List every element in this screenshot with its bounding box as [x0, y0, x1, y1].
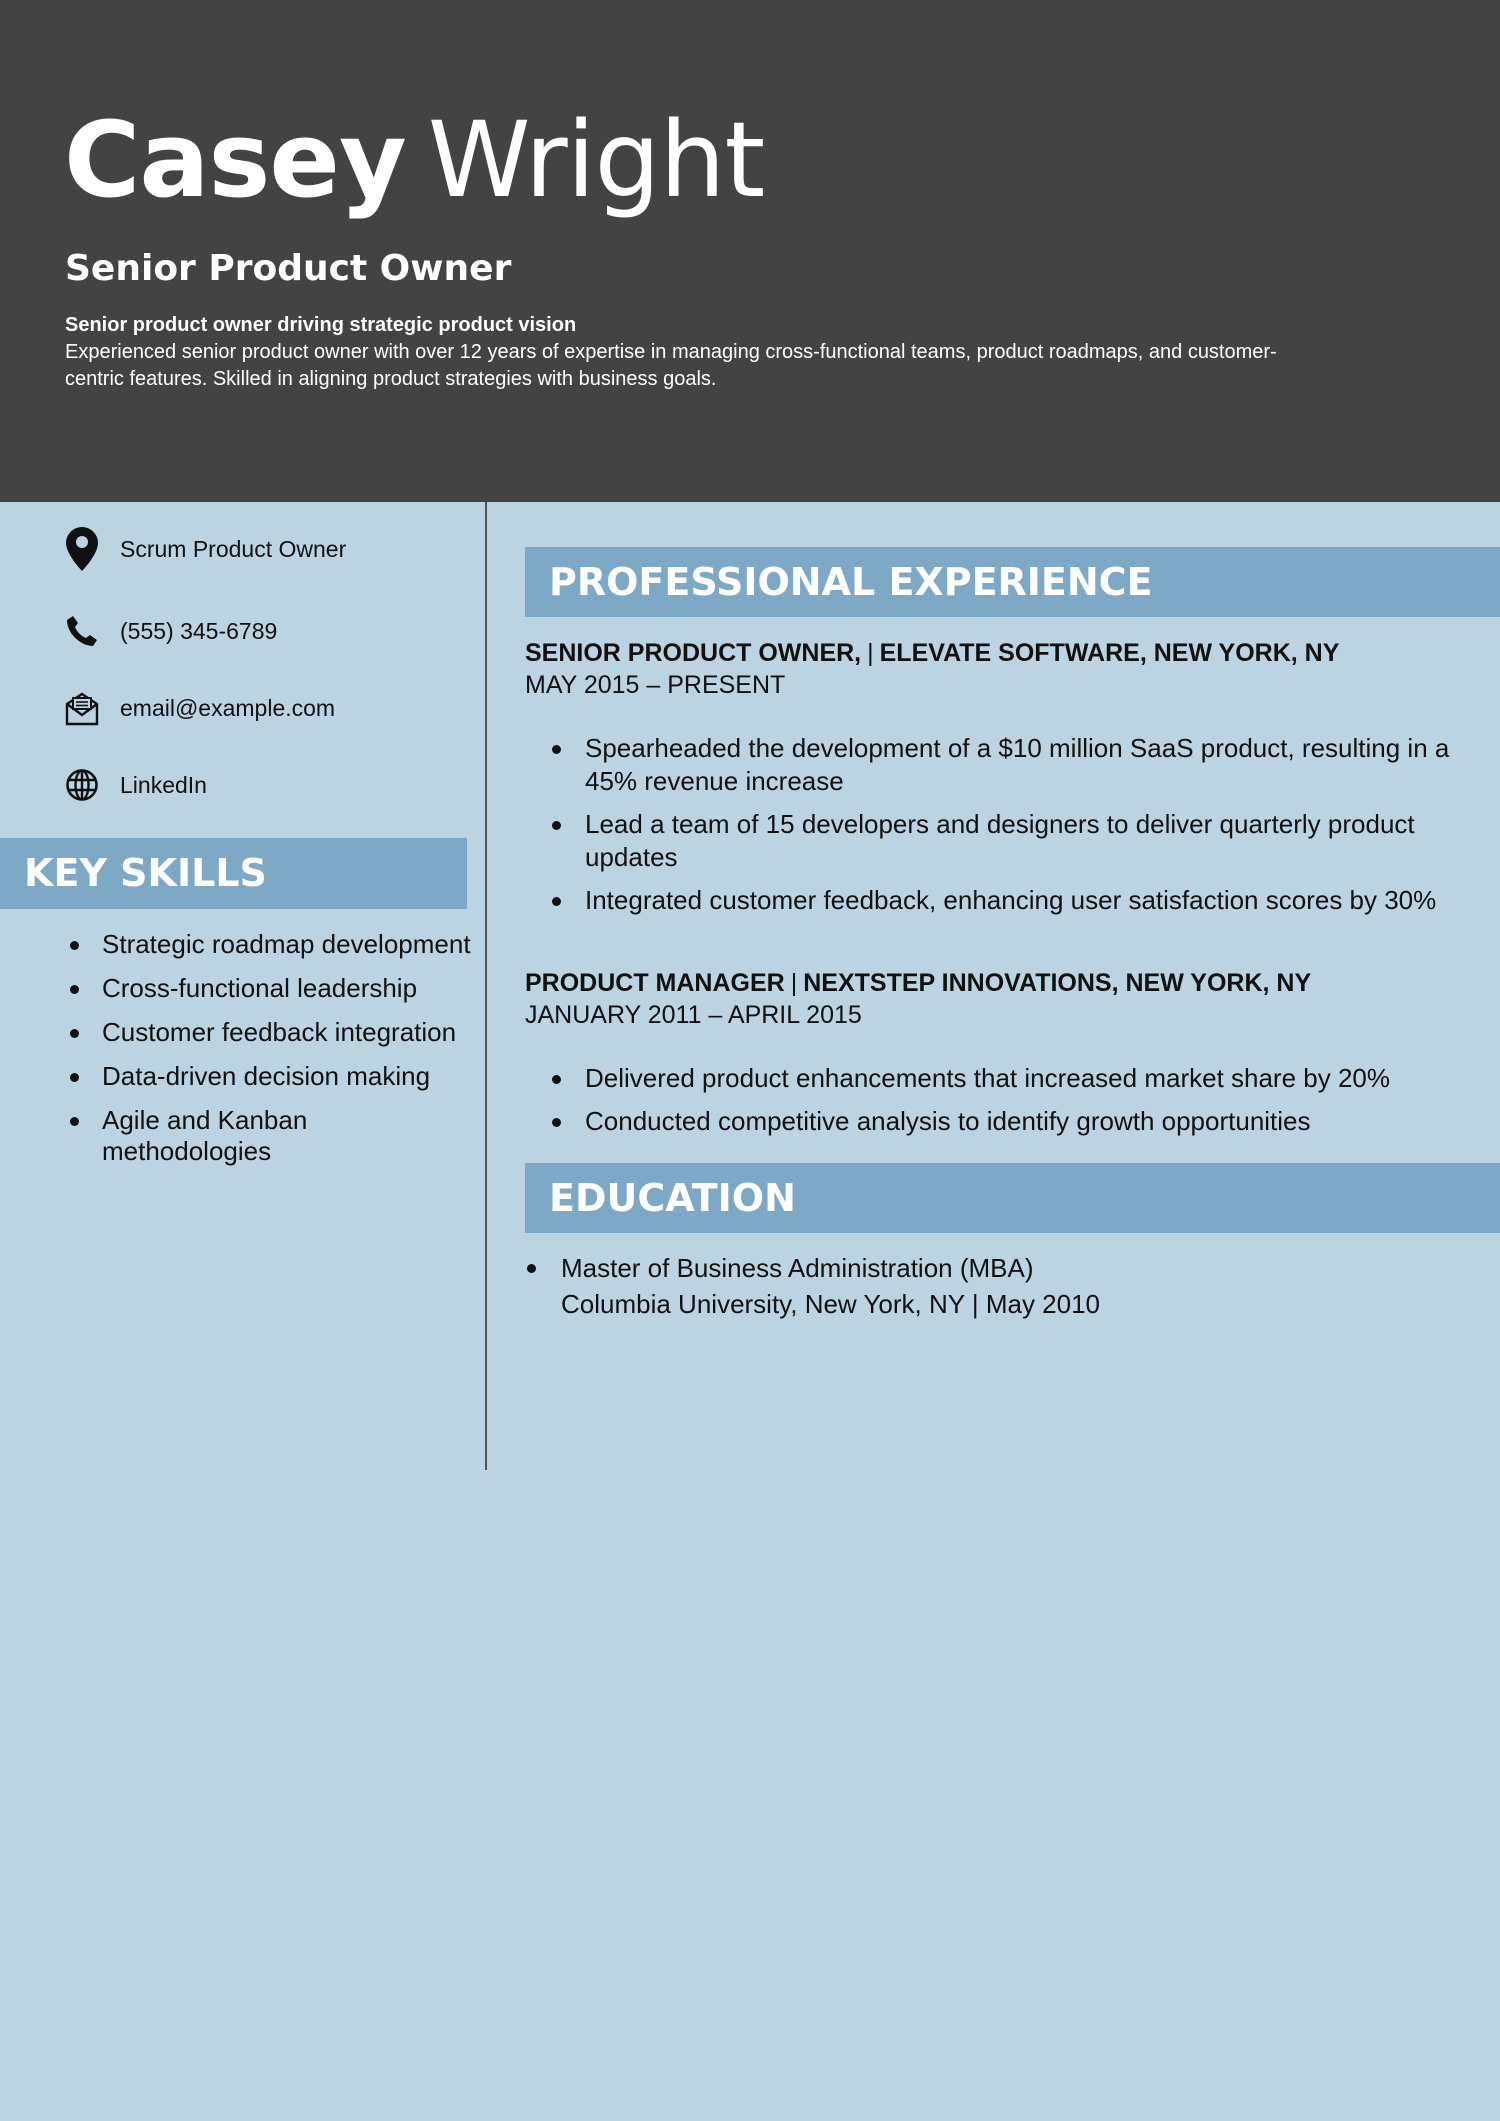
separator: |: [867, 639, 874, 667]
linkedin-link[interactable]: LinkedIn: [120, 772, 207, 798]
degree: Master of Business Administration (MBA): [561, 1253, 1034, 1283]
email-text[interactable]: email@example.com: [120, 695, 336, 721]
job-company: ELEVATE SOFTWARE, NEW YORK, NY: [879, 639, 1340, 667]
education-heading: EDUCATION: [525, 1163, 1500, 1233]
summary-line: Experienced senior product owner with over 12 years of expertise in managing cross-functional teams, product roadmaps, and customer-: [65, 341, 1277, 363]
job-bullets: [585, 1062, 1475, 1138]
job-title: Senior Product Owner: [65, 248, 512, 289]
summary: [65, 339, 1465, 393]
contact-email: [64, 686, 335, 730]
phone-icon: [64, 609, 100, 653]
skills-list: [102, 929, 482, 1180]
job-bullet: Integrated customer feedback, enhancing user satisfaction scores by 30%: [585, 884, 1475, 917]
education-list: [561, 1250, 1100, 1322]
tagline: Senior product owner driving strategic product vision: [65, 314, 577, 336]
globe-icon: [64, 763, 100, 807]
job-dates: MAY 2015 – PRESENT: [525, 671, 786, 699]
column-divider: [485, 502, 487, 1470]
job-heading: [525, 637, 1475, 669]
contact-phone: [64, 609, 277, 653]
job-heading: [525, 967, 1475, 999]
job-role: PRODUCT MANAGER: [525, 969, 785, 997]
job-bullet: Spearheaded the development of a $10 million SaaS product, resulting in a 45% revenue increase: [585, 732, 1475, 798]
skills-heading: KEY SKILLS: [0, 838, 467, 909]
job-bullet: Delivered product enhancements that increased market share by 20%: [585, 1062, 1475, 1095]
experience-heading: PROFESSIONAL EXPERIENCE: [525, 547, 1500, 617]
skill-item: Cross-functional leadership: [102, 973, 482, 1004]
job-bullets: [585, 732, 1475, 917]
job-entry: [525, 967, 1475, 1148]
job-company: NEXTSTEP INNOVATIONS, NEW YORK, NY: [803, 969, 1312, 997]
first-name: Casey: [64, 99, 406, 221]
resume-header: [0, 0, 1500, 502]
education-item: [561, 1250, 1100, 1322]
contact-linkedin: [64, 763, 207, 807]
skill-item: Data-driven decision making: [102, 1061, 482, 1092]
phone-text[interactable]: (555) 345-6789: [120, 618, 278, 644]
job-bullet: Conducted competitive analysis to identify growth opportunities: [585, 1105, 1475, 1138]
job-entry: [525, 637, 1475, 927]
skill-item: Customer feedback integration: [102, 1017, 482, 1048]
skill-item: Agile and Kanban methodologies: [102, 1105, 482, 1167]
job-dates: JANUARY 2011 – APRIL 2015: [525, 1001, 862, 1029]
envelope-icon: [64, 686, 100, 730]
candidate-name: [64, 99, 765, 221]
school: Columbia University, New York, NY | May 2010: [561, 1289, 1101, 1319]
summary-line: centric features. Skilled in aligning product strategies with business goals.: [65, 368, 717, 390]
map-pin-icon: [64, 527, 100, 571]
separator: |: [790, 969, 798, 997]
job-bullet: Lead a team of 15 developers and designers to deliver quarterly product updates: [585, 808, 1475, 874]
contact-location: [64, 527, 346, 571]
job-role: SENIOR PRODUCT OWNER,: [525, 639, 862, 667]
skill-item: Strategic roadmap development: [102, 929, 482, 960]
last-name: Wright: [427, 99, 765, 221]
location-text: Scrum Product Owner: [120, 536, 347, 562]
